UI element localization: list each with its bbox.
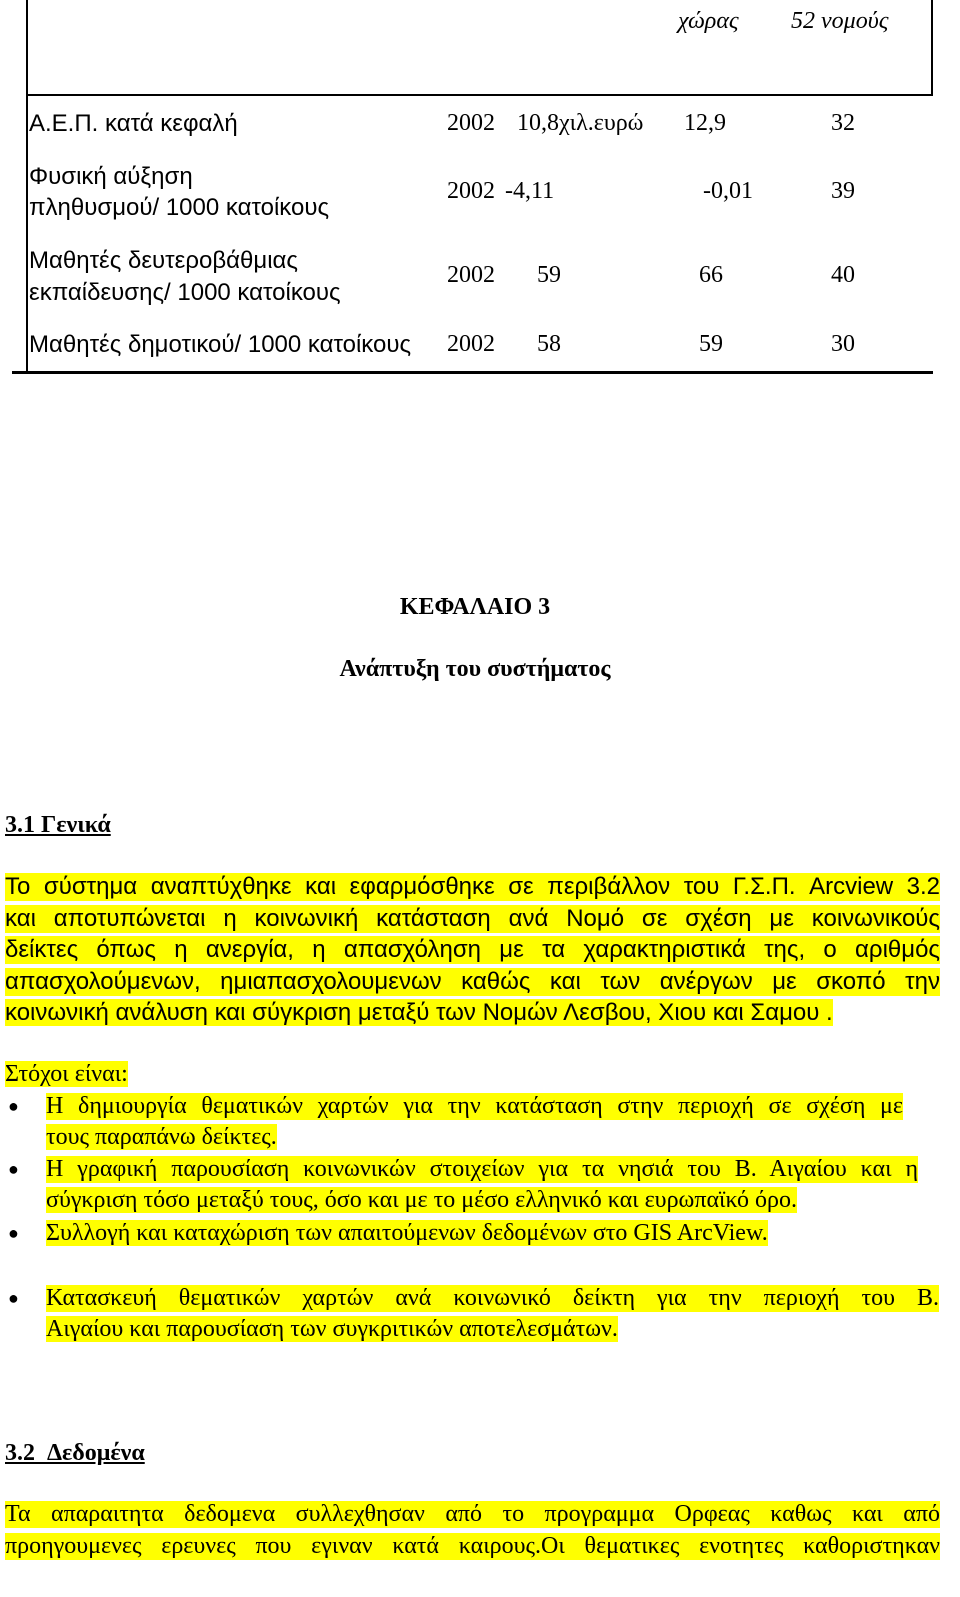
table-cell-year: 2002 [447,331,495,357]
list-item-continuation: σύγκριση τόσο μεταξύ τους, όσο και με το μέσο ελληνικό και ευρωπαϊκό όρο. [46,1187,798,1213]
list-item: Συλλογή και καταχώριση των απαιτούμενων δεδομένων στο GIS ArcView. [46,1220,768,1246]
paragraph-line: Τα απαραιτητα δεδομενα συλλεχθησαν από το προγραμμα Ορφεας καθως και από [5,1501,940,1527]
paragraph-line: κοινωνική ανάλυση και σύγκριση μεταξύ των Νομών Λεσβου, Χιου και Σαμου . [5,999,833,1026]
list-item-continuation: τους παραπάνω δείκτες. [46,1124,277,1150]
paragraph-line: προηγουμενες ερευνες που εγιναν κατά καιρους.Οι θεματικες ενοτητες καθοριστηκαν [5,1533,940,1559]
table-row-label: Α.Ε.Π. κατά κεφαλή [29,110,238,137]
table-cell-value: 58 [537,331,561,357]
bullet-icon: ● [8,1096,19,1116]
chapter-title: Ανάπτυξη του συστήματος [339,656,611,682]
section-heading: 3.1 Γενικά [5,812,111,838]
table-cell-country: 66 [699,262,723,288]
table-row-label: Μαθητές δευτεροβάθμιας [29,247,298,274]
section-number: 3.2 [5,1440,35,1466]
table-header-rule [26,94,933,96]
table-cell-rank: 30 [831,331,855,357]
table-row-label: πληθυσμού/ 1000 κατοίκους [29,194,330,221]
table-cell-year: 2002 [447,262,495,288]
table-cell-country: 12,9 [684,110,726,136]
paragraph-line: Το σύστημα αναπτύχθηκε και εφαρμόσθηκε σε περιβάλλον του Γ.Σ.Π. Arcview 3.2 [5,873,940,900]
table-header-rank: 52 νομούς [791,8,889,34]
table-left-border [26,0,28,374]
table-right-border [931,0,933,95]
bullet-icon: ● [8,1288,19,1308]
chapter-number: ΚΕΦΑΛΑΙΟ 3 [399,594,551,620]
table-cell-country: -0,01 [703,178,753,204]
data-table [0,0,960,385]
section-title: Δεδομένα [47,1440,145,1466]
table-cell-value: -4,11 [505,178,555,204]
paragraph-line: και αποτυπώνεται η κοινωνική κατάσταση ανά Νομό σε σχέση με κοινωνικούς [5,905,940,932]
table-cell-rank: 40 [831,262,855,288]
table-cell-value: 10,8χιλ.ευρώ [517,110,644,136]
list-item: Κατασκευή θεματικών χαρτών ανά κοινωνικό δείκτη για την περιοχή του Β. [46,1285,939,1311]
list-item-continuation: Αιγαίου και παρουσίαση των συγκριτικών αποτελεσμάτων. [46,1316,618,1342]
table-header-country: χώρας [678,8,739,34]
table-row-label: Φυσική αύξηση [29,163,193,190]
list-item: Η δημιουργία θεματικών χαρτών για την κατάσταση στην περιοχή σε σχέση με [46,1093,903,1119]
section-heading [5,1440,145,1467]
table-cell-year: 2002 [447,178,495,204]
paragraph-line: δείκτες όπως η ανεργία, η απασχόληση με τα χαρακτηριστικά της, ο αριθμός [5,936,940,963]
table-cell-year: 2002 [447,110,495,136]
table-row-label: Μαθητές δημοτικού/ 1000 κατοίκους [29,331,412,358]
table-cell-value: 59 [537,262,561,288]
table-bottom-rule [12,371,933,374]
paragraph-line: απασχολούμενων, ημιαπασχολουμενων καθώς και των ανέργων με σκοπό την [5,968,940,995]
goals-label: Στόχοι είναι: [5,1061,128,1087]
bullet-icon: ● [8,1223,19,1243]
table-cell-country: 59 [699,331,723,357]
table-cell-rank: 32 [831,110,855,136]
table-row-label: εκπαίδευσης/ 1000 κατοίκους [29,279,341,306]
list-item: Η γραφική παρουσίαση κοινωνικών στοιχείων για τα νησιά του Β. Αιγαίου και η [46,1156,918,1182]
bullet-icon: ● [8,1159,19,1179]
table-cell-rank: 39 [831,178,855,204]
